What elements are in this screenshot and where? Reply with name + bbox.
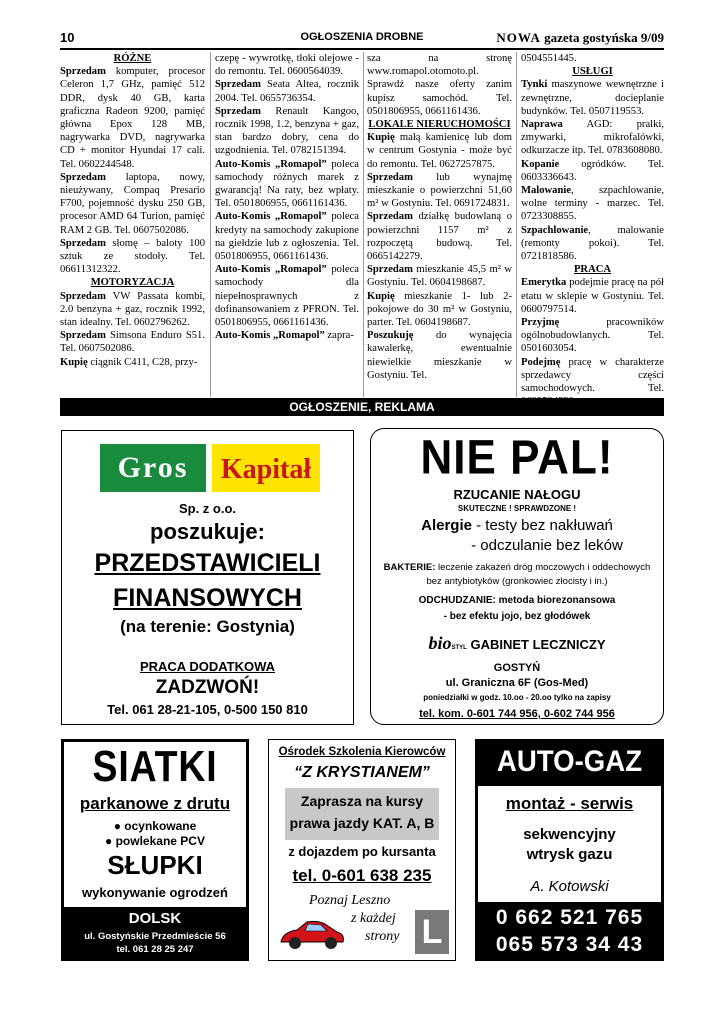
ad-line: ul. Gostyńskie Przedmieście 56 xyxy=(84,931,226,942)
ad-phone: 0 662 521 765 xyxy=(495,906,644,929)
classified-ad: Sprzedam mieszkanie 45,5 m² w Gostyniu. Tel. 0604198687. xyxy=(367,264,512,289)
classified-ad: Auto-Komis „Romapol” zapra- xyxy=(215,330,354,342)
ad-phone: 065 573 34 43 xyxy=(495,933,644,956)
classified-ad: Kupię małą kamienicę lub dom w centrum Gostynia - może być do remontu. Tel. 0627257875. xyxy=(367,132,512,170)
ad-title: SIATKI xyxy=(92,742,218,791)
ad-line: prawa jazdy KAT. A, B xyxy=(289,815,435,831)
classified-ad: Szpachlowanie, malowanie (remonty pokoi). Tel. 0721818586. xyxy=(521,224,664,263)
ad-line: ● ocynkowane xyxy=(113,819,197,833)
classified-ad: czepę - wywrotkę, tłoki olejowe - do remontu. Tel. 0600564039. xyxy=(215,53,359,78)
ad-line: - odczulanie bez leków xyxy=(471,537,623,554)
column-divider xyxy=(210,52,211,397)
category-heading: LOKALE NIERUCHOMOŚCI xyxy=(368,119,511,131)
ad-line: - bez efektu jojo, bez głodówek xyxy=(443,611,591,622)
ad-line: sekwencyjny xyxy=(523,826,616,843)
classifieds-column-3 xyxy=(367,52,512,397)
ad-line: ODCHUDZANIE: metoda biorezonansowa xyxy=(418,595,616,606)
ad-slogan: Poznaj Leszno xyxy=(309,893,391,908)
ad-line: wtrysk gazu xyxy=(526,846,613,863)
ad-line: SKUTECZNE ! SPRAWDZONE ! xyxy=(457,504,577,513)
classified-ad: Podejmę pracę w charakterze sprzedawcy części samochodowych. Tel. xyxy=(521,356,664,395)
classified-ad: Sprzedam lub wynajmę mieszkanie o powierzchni 51,60 m² w Gostyniu. Tel. 0691724831. xyxy=(367,171,512,210)
classified-ad: Przyjmę pracowników ogólnobudowlanych. Tel. 0501603054. xyxy=(521,317,664,355)
classified-ad: Emerytka podejmie pracę na pół etatu w sklepie w Gostyniu. Tel. 0600797514. xyxy=(521,277,664,315)
bio-styl-clinic: bioSTYL GABINET LECZNICZY xyxy=(428,633,606,653)
red-car-icon xyxy=(277,912,347,954)
l-badge-icon: L xyxy=(415,910,449,954)
classified-ad: Auto-Komis „Romapol” poleca kredyty na samochody zakupione na giełdzie lub z ogłoszenia. Tel. 0501806955, 0661161436. xyxy=(215,211,359,263)
classified-ad: Kupię ciągnik C411, C28, przy- xyxy=(60,356,198,368)
classified-ad: 0504551445. xyxy=(521,53,577,64)
column-divider xyxy=(516,52,517,397)
ad-owner: A. Kotowski xyxy=(530,878,609,895)
ads-section-bar: OGŁOSZENIE, REKLAMA xyxy=(60,398,664,416)
classifieds-column-2 xyxy=(215,52,359,397)
ad-slogan: z każdej xyxy=(351,911,396,926)
ad-line: montaż - serwis xyxy=(505,794,634,813)
ad-line: Zaprasza na kursy xyxy=(300,793,424,809)
ad-line: BAKTERIE: leczenie zakażeń dróg moczowych i oddechowych xyxy=(383,562,651,573)
logo-kapital: Kapitał xyxy=(212,444,320,492)
nie-pal-ad xyxy=(370,428,664,725)
classified-ad: Sprzedam komputer, procesor Celeron 1,7 GHz, pamięć 512 DDR, dysk 40 GB, karta graficzna Radeon 9200, pamięć główna Epox 128 MB, nagrywarka DVD, nagrywarka CD + monitor Hyundai 17 cali. Tel. 0602244548. xyxy=(60,66,205,170)
brand-name: NOWA xyxy=(496,30,541,45)
column-divider xyxy=(363,52,364,397)
page-header xyxy=(60,30,664,50)
ad-phone: tel. kom. 0-601 744 956, 0-602 744 956 xyxy=(419,708,615,720)
siatki-ad xyxy=(61,739,249,961)
company-form: Sp. z o.o. xyxy=(178,501,237,516)
ad-title: “Z KRYSTIANEM” xyxy=(294,764,430,781)
ad-phone: tel. 061 28 25 247 xyxy=(116,944,194,955)
ad-line: RZUCANIE NAŁOGU xyxy=(453,487,581,502)
ad-line: ● powlekane PCV xyxy=(105,834,205,848)
ad-line: bez antybiotyków (gronkowiec złocisty i in.) xyxy=(426,576,608,587)
ad-line: poniedziałki w godz. 10.oo - 20.oo tylko na zapisy xyxy=(423,693,611,702)
classified-ad: Tynki maszynowe wewnętrzne i zewnętrzne, docieplanie budynków. Tel. 0507119553. xyxy=(521,79,664,117)
page-number: 10 xyxy=(60,30,75,45)
classified-ad: Kupię mieszkanie 1- lub 2-pokojowe do 30 m² w Gostyniu, parter. Tel. 0604198687. xyxy=(367,290,512,329)
ad-title: NIE PAL! xyxy=(420,430,614,485)
category-heading: RÓŻNE xyxy=(113,53,152,64)
ad-line: SŁUPKI xyxy=(107,850,203,880)
classified-ad: Sprzedam VW Passata kombi, 2.0 benzyna + gaz, rocznik 1992, stan idealny. Tel. 0602796262. xyxy=(60,290,205,329)
ad-line: DOLSK xyxy=(128,910,182,927)
classified-ad: Naprawa AGD: pralki, zmywarki, mikrofalówki, odkurzacze itp. Tel. 0783608080. xyxy=(521,119,664,157)
classifieds-column-1 xyxy=(60,52,205,397)
classifieds xyxy=(60,52,664,397)
category-heading: USŁUGI xyxy=(572,66,613,78)
auto-gaz-ad xyxy=(475,739,664,961)
classified-ad: Sprzedam laptopa, nowy, nieużywany, Compaq Presario F700, pojemność dysku 250 GB, procesor AMD 64 Turion, pamięć RAM 2 GB. Tel. 0607502086. xyxy=(60,171,205,236)
section-title: OGŁOSZENIA DROBNE xyxy=(300,31,424,43)
classified-ad: Kopanie ogródków. Tel. 0603336643. xyxy=(521,158,664,183)
category-heading: PRACA xyxy=(573,264,612,276)
category-heading: MOTORYZACJA xyxy=(90,277,175,289)
classified-ad: Malowanie, szpachlowanie, wolne terminy - marzec. Tel. 0723308855. xyxy=(521,185,664,223)
classified-ad: Sprzedam Simsona Enduro S51. Tel. 0607502086. xyxy=(60,330,205,355)
ad-slogan: strony xyxy=(365,929,400,944)
publication-title xyxy=(496,30,664,46)
classified-ad: Poszukuję do wynajęcia kawalerkę, ewentualnie niewielkie mieszkanie w Gostyniu. Tel. xyxy=(367,330,512,381)
ad-line: GOSTYŃ xyxy=(493,662,541,674)
classified-ad: Sprzedam działkę budowlaną o powierzchni 1157 m² z rozpoczętą budową. Tel. 0665142279. xyxy=(367,211,512,263)
ad-phone: tel. 0-601 638 235 xyxy=(292,866,432,885)
ad-line: ZADZWOŃ! xyxy=(155,677,260,698)
gros-kapital-logo xyxy=(100,444,320,494)
ad-line: PRZEDSTAWICIELI xyxy=(94,549,321,577)
krystian-driving-school-ad xyxy=(268,739,456,961)
classified-ad: sza na stronę www.romapol.otomoto.pl. Sprawdź nasze oferty zanim kupisz samochód. Tel. 0501806955, 0661161436. xyxy=(367,53,512,117)
classified-ad: Sprzedam Seata Altea, rocznik 2004. Tel. 0655736354. xyxy=(215,79,359,104)
ad-line: Alergie - testy bez nakłuwań xyxy=(421,517,613,534)
ad-line: Ośrodek Szkolenia Kierowców xyxy=(278,746,446,758)
ad-phone: Tel. 061 28-21-105, 0-500 150 810 xyxy=(107,702,308,717)
ad-line: wykonywanie ogrodzeń xyxy=(82,885,228,900)
ad-line: parkanowe z drutu xyxy=(79,794,231,813)
ad-line: PRACA DODATKOWA xyxy=(139,659,276,674)
ad-line: ul. Graniczna 6F (Gos-Med) xyxy=(445,677,589,689)
classified-ad: Sprzedam Renault Kangoo, rocznik 1998, 1.2, benzyna + gaz, stan bardzo dobry, cena do uzgodnienia. Tel. 0782151394. xyxy=(215,105,359,157)
logo-gros: Gros xyxy=(100,444,206,492)
classified-ad: Auto-Komis „Romapol” polecа samochody różnych marek z gwarancją! Na raty, bez wpłaty. Tel. 0501806955, 0661161436. xyxy=(215,158,359,210)
classifieds-column-4 xyxy=(521,52,664,397)
publication-issue: gazeta gostyńska 9/09 xyxy=(544,30,664,45)
ad-title: AUTO-GAZ xyxy=(496,745,643,778)
classified-ad: Auto-Komis „Romapol” poleca samochody dla niepełnosprawnych z dofinansowaniem z PFRON. Tel. 0501806955, 0661161436. xyxy=(215,264,359,329)
gros-kapital-ad xyxy=(61,430,354,725)
classified-ad: Sprzedam słomę – baloty 100 sztuk ze stodoły. Tel. 06611312322. xyxy=(60,237,205,276)
ad-line: (na terenie: Gostynia) xyxy=(120,617,295,636)
ad-line: FINANSOWYCH xyxy=(113,584,302,612)
ad-line: poszukuje: xyxy=(150,519,265,544)
ad-line: z dojazdem po kursanta xyxy=(288,844,436,859)
